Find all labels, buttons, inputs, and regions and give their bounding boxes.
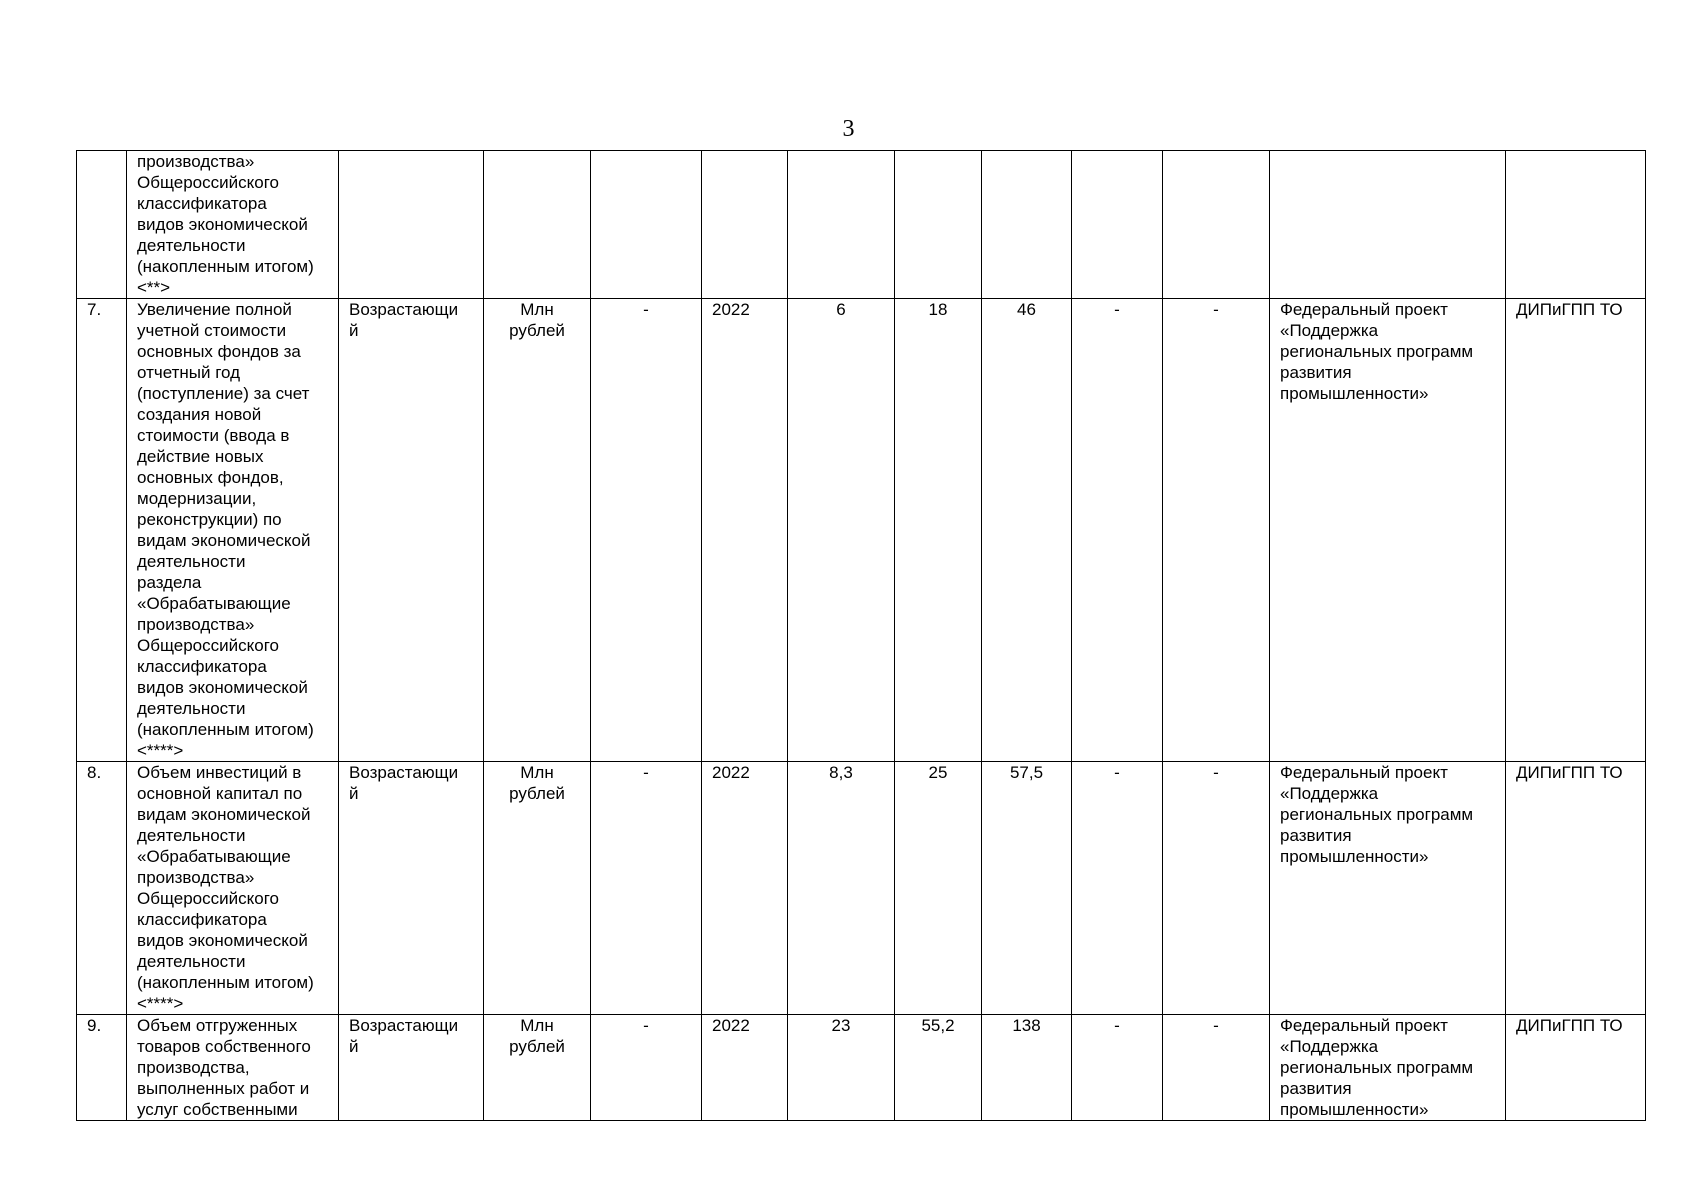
value-2: 55,2: [895, 1015, 982, 1121]
value-5: -: [1163, 1015, 1270, 1121]
federal-project: [1270, 151, 1506, 299]
direction: [339, 151, 484, 299]
direction: Возрастающи й: [339, 762, 484, 1015]
direction: Возрастающи й: [339, 299, 484, 762]
page-number: 3: [842, 116, 855, 142]
value-5: -: [1163, 762, 1270, 1015]
value-2: [895, 151, 982, 299]
base-year: [702, 151, 788, 299]
table-row: [77, 1015, 1646, 1121]
base-value: [591, 151, 702, 299]
base-value: -: [591, 299, 702, 762]
value-4: -: [1072, 1015, 1163, 1121]
value-3: [982, 151, 1072, 299]
value-1: 6: [788, 299, 895, 762]
value-4: -: [1072, 762, 1163, 1015]
base-value: -: [591, 762, 702, 1015]
table-row: [77, 299, 1646, 762]
indicator-name: производства» Общероссийского классификатора видов экономической деятельности (накопленным итогом) <**>: [127, 151, 339, 299]
indicator-name: Объем инвестиций в основной капитал по видам экономической деятельности «Обрабатывающие производства» Общероссийского классификатора видов экономической деятельности (накопленным итогом) <****>: [127, 762, 339, 1015]
table-row: [77, 762, 1646, 1015]
responsible: ДИПиГПП ТО: [1506, 1015, 1646, 1121]
value-4: [1072, 151, 1163, 299]
responsible: ДИПиГПП ТО: [1506, 299, 1646, 762]
indicators-table: [76, 150, 1646, 1121]
value-2: 18: [895, 299, 982, 762]
base-year: 2022: [702, 299, 788, 762]
direction: Возрастающи й: [339, 1015, 484, 1121]
unit: Млн рублей: [484, 299, 591, 762]
federal-project: Федеральный проект «Поддержка региональных программ развития промышленности»: [1270, 1015, 1506, 1121]
value-5: [1163, 151, 1270, 299]
value-1: 23: [788, 1015, 895, 1121]
value-1: 8,3: [788, 762, 895, 1015]
value-2: 25: [895, 762, 982, 1015]
value-3: 138: [982, 1015, 1072, 1121]
value-5: -: [1163, 299, 1270, 762]
row-number: 9.: [77, 1015, 127, 1121]
unit: Млн рублей: [484, 762, 591, 1015]
value-3: 57,5: [982, 762, 1072, 1015]
unit: [484, 151, 591, 299]
indicator-name: Увеличение полной учетной стоимости основных фондов за отчетный год (поступление) за счет создания новой стоимости (ввода в действие новых основных фондов, модернизации, реконструкции) по видам экономической деятельности раздела «Обрабатывающие производства» Общероссийского классификатора видов экономической деятельности (накопленным итогом) <****>: [127, 299, 339, 762]
row-number: 7.: [77, 299, 127, 762]
value-1: [788, 151, 895, 299]
row-number: 8.: [77, 762, 127, 1015]
federal-project: Федеральный проект «Поддержка региональных программ развития промышленности»: [1270, 762, 1506, 1015]
responsible: [1506, 151, 1646, 299]
value-4: -: [1072, 299, 1163, 762]
responsible: ДИПиГПП ТО: [1506, 762, 1646, 1015]
base-year: 2022: [702, 762, 788, 1015]
indicator-name: Объем отгруженных товаров собственного производства, выполненных работ и услуг собственными: [127, 1015, 339, 1121]
row-number: [77, 151, 127, 299]
unit: Млн рублей: [484, 1015, 591, 1121]
value-3: 46: [982, 299, 1072, 762]
base-value: -: [591, 1015, 702, 1121]
federal-project: Федеральный проект «Поддержка региональных программ развития промышленности»: [1270, 299, 1506, 762]
table-row: [77, 151, 1646, 299]
base-year: 2022: [702, 1015, 788, 1121]
